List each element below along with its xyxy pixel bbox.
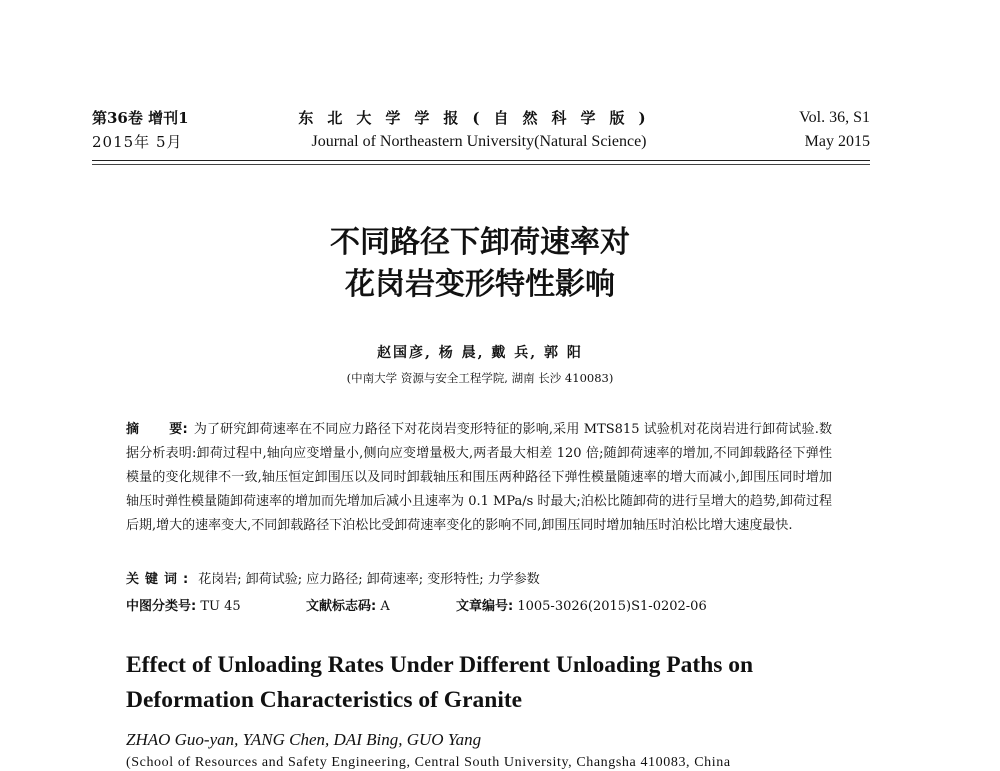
volume-en: Vol. 36, S1 xyxy=(799,109,870,126)
abstract-label-part1: 摘 xyxy=(126,422,140,437)
keywords-label: 关键词: xyxy=(126,572,195,587)
header-rule-top xyxy=(92,160,870,161)
clc-value: TU 45 xyxy=(200,599,241,614)
doc-code-item xyxy=(306,597,456,617)
doc-code-value: A xyxy=(380,599,390,614)
title-cn-line1: 不同路径下卸荷速率对 xyxy=(330,225,630,260)
volume-cn: 第36卷 增刊1 xyxy=(92,109,189,127)
classification-line xyxy=(126,597,832,617)
title-cn-line2: 花岗岩变形特性影响 xyxy=(345,267,615,302)
authors-en: ZHAO Guo-yan, YANG Chen, DAI Bing, GUO Yang xyxy=(126,730,482,749)
article-number-label: 文章编号: xyxy=(456,599,514,614)
clc-label: 中图分类号: xyxy=(126,599,197,614)
journal-name-en: Journal of Northeastern University(Natural Science) xyxy=(311,133,647,150)
journal-name-cn: 东北大学学报(自然科学版) xyxy=(298,109,660,127)
abstract-text: 为了研究卸荷速率在不同应力路径下对花岗岩变形特征的影响,采用 MTS815 试验机对花岗岩进行卸荷试验.数据分析表明:卸荷过程中,轴向应变增量小,侧向应变增量极大,两者最大相差 120 倍;随卸荷速率的增加,不同卸载路径下弹性模量的变化规律不一致,轴压恒定卸围压以及同时卸载轴压和围压两种路径下弹性模量随速率的增大而减小,卸围压同时增加轴压时弹性模量随卸荷速率的增加而先增加后减小且速率为 0.1 MPa/s 时最大;泊松比随卸荷的进行呈增大的趋势,卸荷过程后期,增大的速率变大,不同卸载路径下泊松比受卸荷速率变化的影响不同,卸围压同时增加轴压时泊松比增大速度最快. xyxy=(126,422,832,533)
keywords-text: 花岗岩; 卸荷试验; 应力路径; 卸荷速率; 变形特性; 力学参数 xyxy=(198,572,540,587)
article-number-item xyxy=(456,597,707,617)
affiliation-cn: (中南大学 资源与安全工程学院, 湖南 长沙 410083) xyxy=(346,371,614,385)
date-en: May 2015 xyxy=(804,133,870,150)
article-number-value: 1005-3026(2015)S1-0202-06 xyxy=(517,599,707,614)
abstract-label-part2: 要: xyxy=(169,422,188,437)
date-cn: 2015年 5月 xyxy=(92,133,183,151)
header-center xyxy=(279,106,679,154)
affiliation-en: (School of Resources and Safety Engineering, Central South University, Changsha 410083, China xyxy=(126,755,731,770)
doc-code-label: 文献标志码: xyxy=(306,599,377,614)
clc-item xyxy=(126,597,306,617)
title-en-line1: Effect of Unloading Rates Under Different Unloading Paths on xyxy=(126,652,754,678)
abstract-cn xyxy=(126,418,832,538)
paper-title-en xyxy=(126,648,866,718)
header-right xyxy=(799,106,870,154)
keywords xyxy=(126,570,832,590)
paper-title-cn xyxy=(0,222,960,306)
abstract-label xyxy=(126,422,188,437)
header-rule-bottom xyxy=(92,164,870,165)
title-en-line2: Deformation Characteristics of Granite xyxy=(126,687,523,713)
header-left xyxy=(92,106,189,154)
journal-header xyxy=(92,106,870,160)
authors-cn: 赵国彦, 杨 晨, 戴 兵, 郭 阳 xyxy=(377,345,583,361)
